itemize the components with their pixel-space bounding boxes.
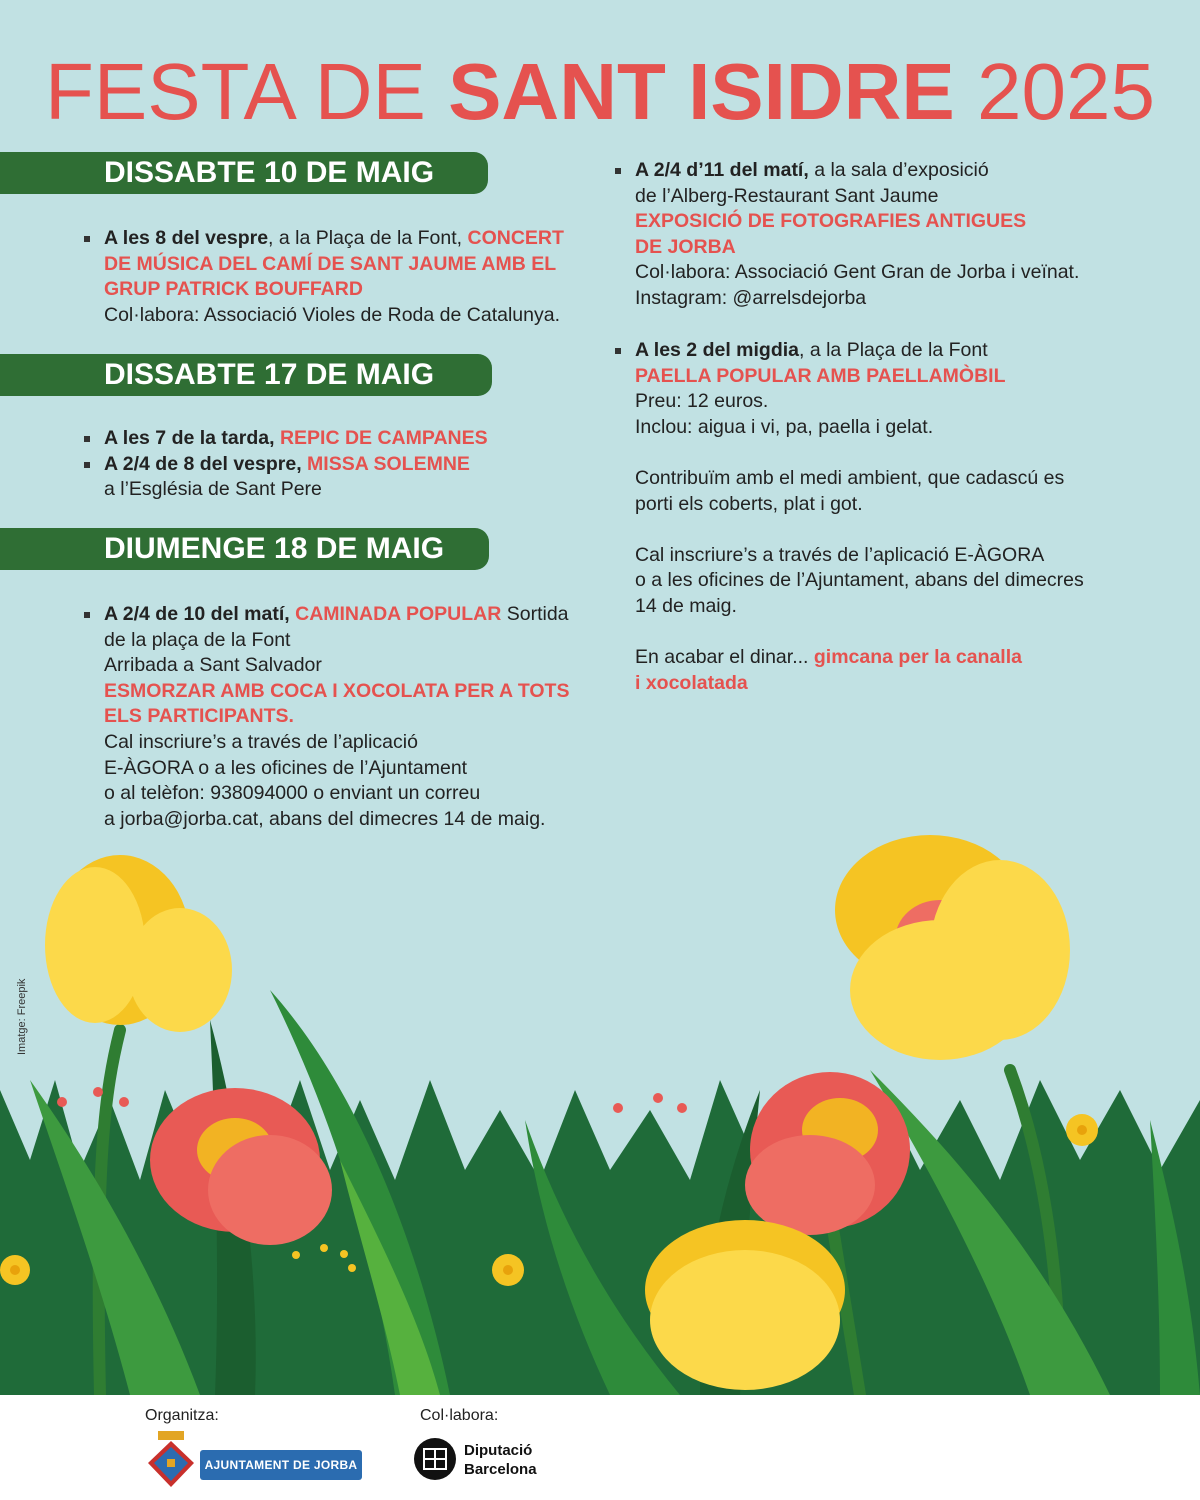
image-credit: Imatge: Freepik (16, 978, 28, 1055)
event-title: ELS PARTICIPANTS. (104, 705, 294, 728)
event-title: DE MÚSICA DEL CAMÍ DE SANT JAUME AMB EL (104, 252, 557, 275)
footer (0, 1395, 1200, 1500)
day2-events (104, 426, 488, 503)
tulip-illustration (0, 830, 1200, 1395)
event-collab: Col·labora: Associació Gent Gran de Jorba i veïnat. (635, 261, 1080, 284)
event-title: ESMORZAR AMB COCA I XOCOLATA PER A TOTS (104, 679, 570, 702)
event-instagram: Instagram: @arrelsdejorba (635, 286, 867, 309)
diputacio-line-1: Diputació (464, 1442, 533, 1459)
event-title: CAMINADA POPULAR (295, 603, 502, 625)
diputacio-line-2: Barcelona (464, 1461, 537, 1478)
bullet (84, 462, 90, 468)
event-line: Cal inscriure’s a través de l’aplicació E-ÀGORA (635, 543, 1045, 566)
event-time: A les 7 de la tarda, (104, 427, 280, 449)
event-place: , a la Plaça de la Font (799, 339, 988, 361)
event-start: Sortida (501, 603, 569, 625)
collabora-label: Col·labora: (420, 1407, 499, 1424)
event-line: Cal inscriure’s a través de l’aplicació (104, 730, 418, 753)
event-line: E-ÀGORA o a les oficines de l’Ajuntament (104, 756, 468, 779)
event-line: o al telèfon: 938094000 o enviant un correu (104, 782, 481, 805)
diputacio-logo-icon (413, 1437, 457, 1481)
diputacio-name (464, 1441, 537, 1479)
day1-event (104, 226, 564, 328)
event-line: En acabar el dinar... (635, 646, 814, 669)
event-line: a jorba@jorba.cat, abans del dimecres 14 de maig. (104, 807, 546, 830)
event-title: DE JORBA (635, 235, 736, 258)
berries (57, 1087, 687, 1113)
event-line: Arribada a Sant Salvador (104, 654, 322, 677)
event-time: A 2/4 d’11 del matí, (635, 159, 809, 181)
yellow-tulip (645, 1220, 845, 1390)
event-collab: Col·labora: Associació Violes de Roda de Catalunya. (104, 303, 560, 326)
bullet (615, 348, 621, 354)
event-line: o a les oficines de l’Ajuntament, abans del dimecres (635, 569, 1084, 592)
event-time: A 2/4 de 8 del vespre, (104, 452, 308, 475)
event-includes: Inclou: aigua i vi, pa, paella i gelat. (635, 415, 934, 438)
paella-event (635, 338, 1084, 696)
event-line: 14 de maig. (635, 594, 737, 617)
event-line: de la plaça de la Font (104, 628, 291, 651)
event-title: gimcana per la canalla (813, 646, 1022, 669)
poster-title (0, 47, 1200, 136)
yellow-tulip-large (835, 835, 1070, 1060)
event-price: Preu: 12 euros. (635, 390, 769, 413)
bullet (84, 236, 90, 242)
event-place: a l’Església de Sant Pere (104, 478, 322, 501)
day3-event (104, 602, 569, 832)
ajuntament-badge: AJUNTAMENT DE JORBA (200, 1450, 362, 1480)
day-banner-3: DIUMENGE 18 DE MAIG (0, 528, 489, 570)
event-line: porti els coberts, plat i got. (635, 492, 863, 515)
event-title: i xocolatada (635, 671, 748, 694)
bullet (84, 436, 90, 442)
title-part-2: SANT ISIDRE (448, 47, 955, 136)
event-title: MISSA SOLEMNE (307, 452, 470, 475)
day-banner-2: DISSABTE 17 DE MAIG (0, 354, 492, 396)
event-place: a la sala d’exposició (808, 159, 989, 181)
title-part-3: 2025 (977, 47, 1155, 136)
day-banner-1: DISSABTE 10 DE MAIG (0, 152, 488, 194)
event-title: GRUP PATRICK BOUFFARD (104, 278, 363, 301)
organitza-label: Organitza: (145, 1407, 219, 1424)
event-time: A les 2 del migdia (635, 339, 799, 361)
yellow-tulip (45, 855, 232, 1032)
bullet (84, 612, 90, 618)
event-title: CONCERT (467, 227, 564, 249)
event-title: REPIC DE CAMPANES (279, 427, 488, 449)
jorba-shield-icon (146, 1429, 196, 1489)
event-time: A 2/4 de 10 del matí, (104, 603, 296, 625)
event-time: A les 8 del vespre (104, 227, 269, 249)
exhibition-event (635, 158, 1079, 312)
title-part-1: FESTA DE (45, 47, 426, 136)
event-place: de l’Alberg-Restaurant Sant Jaume (635, 184, 939, 207)
bullet (615, 168, 621, 174)
event-title: EXPOSICIÓ DE FOTOGRAFIES ANTIGUES (635, 210, 1027, 233)
event-title: PAELLA POPULAR AMB PAELLAMÒBIL (635, 364, 1006, 387)
event-line: Contribuïm amb el medi ambient, que cadascú es (635, 466, 1065, 489)
event-place: , a la Plaça de la Font, (268, 227, 468, 249)
